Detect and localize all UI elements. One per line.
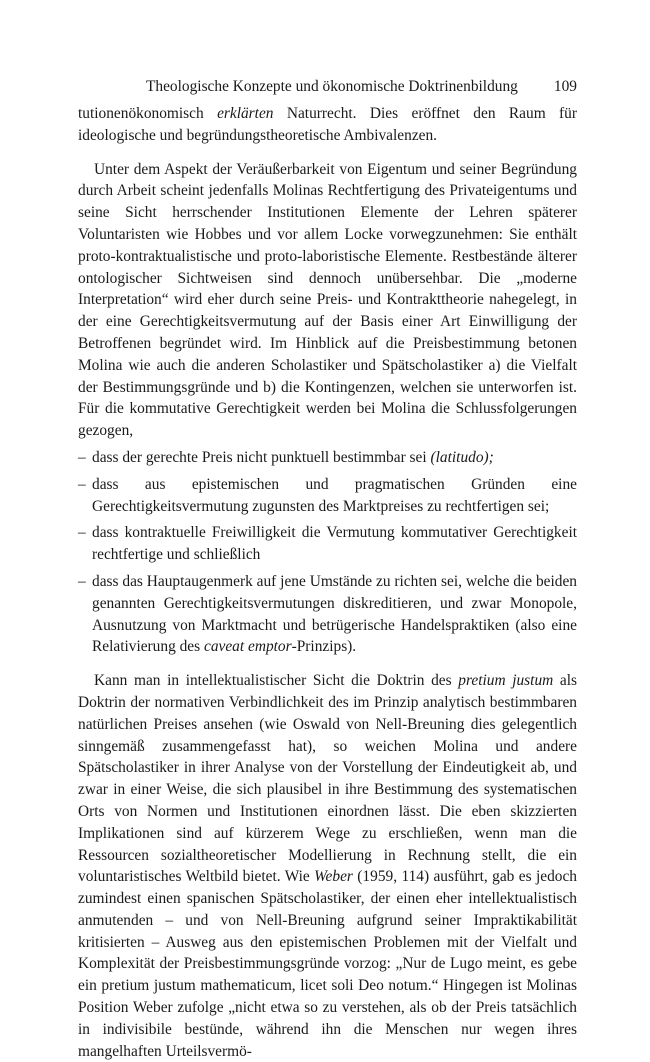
p3-text-c: als Doktrin der normativen Verbindlichkeit des im Prinzip analytisch bestimmbaren natürlichen Preises ansehen (wie Oswald von Nell-Breuning dies gelegentlich sinngemäß zusammengefasst hat), so weichen Molina und andere Spätscholastiker in ihrer Analyse von der Vorstellung der Eindeutigkeit ab, und zwar in einer Weise, die sich plausibel in ihre Bestimmung des systematischen Orts von Normen und Institutionen einordnen lässt. Die eben skizzierten Implikationen sind auf kürzerem Wege zu erschließen, wenn man die Ressourcen sozialtheoretischer Modellierung in Rechnung stellt, die ein voluntaristisches Weltbild bietet. Wie (78, 672, 577, 886)
list-item-3-text: dass kontraktuelle Freiwilligkeit die Vermutung kommutativer Gerechtigkeit rechtfertige und schließlich (92, 524, 577, 564)
conclusions-list (78, 447, 577, 658)
list-item-1-text: dass der gerechte Preis nicht punktuell bestimmbar sei (92, 448, 431, 466)
list-item-4-italic: caveat emptor (203, 638, 292, 656)
list-item (78, 522, 577, 566)
list-item-4-text-a: dass das Hauptaugenmerk auf jene Umstände zu richten sei, welche die beiden genannten Gerechtigkeitsvermutungen diskreditieren, und zwar Monopole, Ausnutzung von Marktmacht und betrügerische Handelspraktiken (also eine Relativierung des (92, 572, 577, 656)
dash-bullet: – (78, 448, 86, 466)
list-item (78, 447, 577, 469)
dash-bullet: – (78, 475, 86, 493)
dash-bullet: – (78, 572, 86, 590)
page-header (78, 76, 577, 98)
paragraph-1 (78, 103, 577, 147)
p3-text-a: Kann man in intellektualistischer Sicht die Doktrin des (94, 672, 459, 690)
list-item-1-italic: (latitudo); (430, 448, 494, 466)
list-item (78, 474, 577, 518)
paragraph-2: Unter dem Aspekt der Veräußerbarkeit von Eigentum und seiner Begründung durch Arbeit scheint jedenfalls Molinas Rechtfertigung des Privateigentums und seine Sicht herrschender Institutionen Elemente der Lehren späterer Voluntaristen wie Hobbes und vor allem Locke vorwegzunehmen: Sie enthält proto-kontraktualistische und proto-laboristische Elemente. Restbestände älterer ontologischer Sichtweisen sind dennoch unübersehbar. Die „moderne Interpretation“ wird eher durch seine Preis- und Kontrakttheorie nahegelegt, in der eine Gerechtigkeitsvermutung auf der Basis einer Art Einwilligung der Betroffenen begründet wird. Im Hinblick auf die Preisbestimmung betonen Molina wie auch die anderen Scholastiker und Spätscholastiker a) die Vielfalt der Bestimmungsgründe und b) die Kontingenzen, welchen sie unterworfen ist. Für die kommutative Gerechtigkeit werden bei Molina die Schlussfolgerungen gezogen, (78, 160, 577, 440)
paragraph-3 (78, 670, 577, 1062)
p3-italic-weber: Weber (314, 868, 353, 886)
p1-italic: erklärten (217, 105, 274, 122)
p3-text-e: (1959, 114) ausführt, gab es jedoch zumindest einen spanischen Spätscholastiker, der einen eher intellektualistisch anmutenden – und von Nell-Breuning aufgrund seiner Impraktikabilität kritisierten – Ausweg aus den epistemischen Problemen mit der Vielfalt und Komplexität der Preisbestimmungsgründe vorzog: „Nur de Lugo meint, es gebe ein pretium justum mathematicum, licet soli Deo notum.“ Hingegen ist Molinas Position Weber zufolge „nicht etwa so zu verstehen, als ob der Preis tatsächlich in indivisibile bestünde, während ihn die Menschen nur wegen ihres mangelhaften Urteilsvermö- (78, 868, 578, 1060)
body-text (78, 103, 577, 1062)
list-item-2-text: dass aus epistemischen und pragmatischen Gründen eine Gerechtigkeitsvermutung zugunsten des Marktpreises zu rechtfertigen sei; (92, 475, 577, 515)
list-item-4-text-c: -Prinzips). (291, 638, 357, 656)
page-number: 109 (553, 78, 577, 95)
p3-italic-pretium: pretium justum (458, 672, 554, 690)
p1-text-a: tutionenökonomisch (78, 105, 218, 122)
p1-text-c: Naturrecht. Dies eröffnet den Raum für ideologische und begründungstheoretische Ambivalenzen. (78, 105, 577, 144)
dash-bullet: – (78, 524, 86, 542)
running-title: Theologische Konzepte und ökonomische Doktrinenbildung (146, 78, 518, 95)
list-item (78, 571, 577, 658)
